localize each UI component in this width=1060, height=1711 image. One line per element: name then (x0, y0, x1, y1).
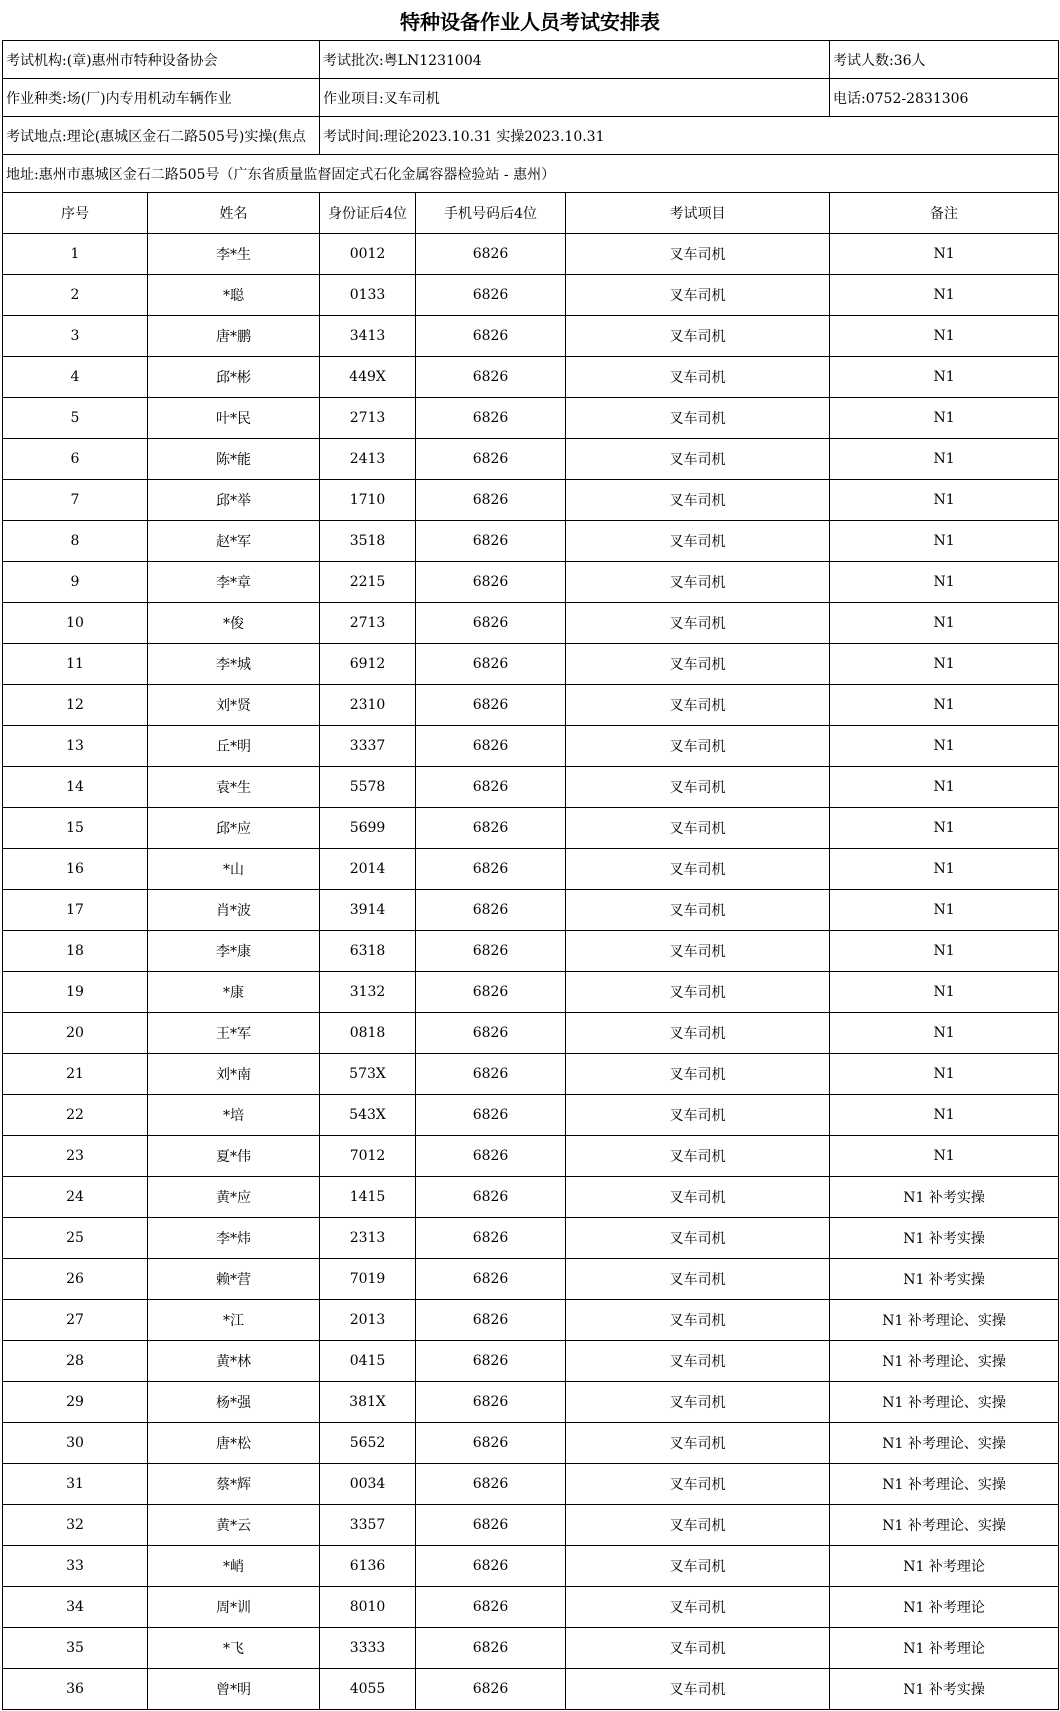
header-name: 姓名 (148, 193, 320, 234)
table-row (3, 1341, 1059, 1382)
cell-id-last4: 3333 (320, 1628, 416, 1669)
cell-id-last4: 381X (320, 1382, 416, 1423)
table-row (3, 1505, 1059, 1546)
cell-name: 唐*松 (148, 1423, 320, 1464)
cell-seq: 14 (3, 767, 148, 808)
table-row (3, 972, 1059, 1013)
info-row-org (3, 41, 1059, 79)
cell-seq: 1 (3, 234, 148, 275)
cell-phone-last4: 6826 (416, 275, 566, 316)
cell-phone-last4: 6826 (416, 603, 566, 644)
phone: 电话:0752-2831306 (830, 79, 1059, 117)
cell-remark: N1 补考理论 (830, 1628, 1059, 1669)
table-row (3, 1136, 1059, 1177)
cell-id-last4: 5699 (320, 808, 416, 849)
cell-id-last4: 6912 (320, 644, 416, 685)
cell-remark: N1 (830, 603, 1059, 644)
cell-name: 李*章 (148, 562, 320, 603)
cell-name: 刘*南 (148, 1054, 320, 1095)
cell-exam-item: 叉车司机 (566, 726, 830, 767)
cell-exam-item: 叉车司机 (566, 890, 830, 931)
cell-remark: N1 (830, 890, 1059, 931)
cell-name: 赵*军 (148, 521, 320, 562)
table-row (3, 275, 1059, 316)
table-row (3, 1382, 1059, 1423)
cell-id-last4: 0034 (320, 1464, 416, 1505)
cell-exam-item: 叉车司机 (566, 644, 830, 685)
table-row (3, 1218, 1059, 1259)
cell-seq: 31 (3, 1464, 148, 1505)
cell-exam-item: 叉车司机 (566, 1054, 830, 1095)
cell-name: 肖*波 (148, 890, 320, 931)
header-id-last4: 身份证后4位 (320, 193, 416, 234)
cell-name: 曾*明 (148, 1669, 320, 1710)
cell-remark: N1 (830, 931, 1059, 972)
cell-phone-last4: 6826 (416, 685, 566, 726)
table-row (3, 562, 1059, 603)
cell-id-last4: 3914 (320, 890, 416, 931)
cell-phone-last4: 6826 (416, 1259, 566, 1300)
cell-remark: N1 (830, 1054, 1059, 1095)
cell-name: 蔡*辉 (148, 1464, 320, 1505)
cell-exam-item: 叉车司机 (566, 1669, 830, 1710)
cell-seq: 28 (3, 1341, 148, 1382)
table-row (3, 1546, 1059, 1587)
cell-seq: 22 (3, 1095, 148, 1136)
cell-remark: N1 (830, 562, 1059, 603)
cell-seq: 24 (3, 1177, 148, 1218)
cell-seq: 15 (3, 808, 148, 849)
cell-exam-item: 叉车司机 (566, 1464, 830, 1505)
cell-exam-item: 叉车司机 (566, 1300, 830, 1341)
cell-phone-last4: 6826 (416, 1669, 566, 1710)
cell-remark: N1 (830, 808, 1059, 849)
table-row (3, 849, 1059, 890)
cell-id-last4: 1415 (320, 1177, 416, 1218)
info-row-location (3, 117, 1059, 155)
table-row (3, 603, 1059, 644)
exam-schedule-table (2, 40, 1059, 1710)
table-row (3, 1013, 1059, 1054)
cell-exam-item: 叉车司机 (566, 972, 830, 1013)
cell-remark: N1 补考理论、实操 (830, 1423, 1059, 1464)
cell-name: 陈*能 (148, 439, 320, 480)
cell-seq: 32 (3, 1505, 148, 1546)
cell-phone-last4: 6826 (416, 1013, 566, 1054)
cell-exam-item: 叉车司机 (566, 1382, 830, 1423)
cell-phone-last4: 6826 (416, 316, 566, 357)
cell-phone-last4: 6826 (416, 1464, 566, 1505)
cell-phone-last4: 6826 (416, 890, 566, 931)
cell-phone-last4: 6826 (416, 1136, 566, 1177)
cell-id-last4: 5578 (320, 767, 416, 808)
cell-id-last4: 4055 (320, 1669, 416, 1710)
cell-exam-item: 叉车司机 (566, 808, 830, 849)
table-header (3, 193, 1059, 234)
cell-name: *江 (148, 1300, 320, 1341)
cell-phone-last4: 6826 (416, 1423, 566, 1464)
cell-remark: N1 (830, 398, 1059, 439)
cell-name: 杨*强 (148, 1382, 320, 1423)
cell-id-last4: 543X (320, 1095, 416, 1136)
cell-phone-last4: 6826 (416, 1505, 566, 1546)
cell-name: 邱*彬 (148, 357, 320, 398)
cell-name: 叶*民 (148, 398, 320, 439)
cell-name: 夏*伟 (148, 1136, 320, 1177)
cell-seq: 27 (3, 1300, 148, 1341)
cell-seq: 12 (3, 685, 148, 726)
cell-phone-last4: 6826 (416, 439, 566, 480)
info-row-type (3, 79, 1059, 117)
cell-phone-last4: 6826 (416, 1177, 566, 1218)
cell-seq: 16 (3, 849, 148, 890)
cell-name: 邱*应 (148, 808, 320, 849)
table-row (3, 808, 1059, 849)
header-seq: 序号 (3, 193, 148, 234)
cell-id-last4: 2313 (320, 1218, 416, 1259)
exam-time: 考试时间:理论2023.10.31 实操2023.10.31 (320, 117, 1059, 155)
cell-id-last4: 0415 (320, 1341, 416, 1382)
work-project: 作业项目:叉车司机 (320, 79, 830, 117)
cell-id-last4: 6318 (320, 931, 416, 972)
cell-phone-last4: 6826 (416, 480, 566, 521)
cell-seq: 13 (3, 726, 148, 767)
cell-remark: N1 补考理论、实操 (830, 1505, 1059, 1546)
cell-phone-last4: 6826 (416, 931, 566, 972)
cell-phone-last4: 6826 (416, 849, 566, 890)
cell-id-last4: 2215 (320, 562, 416, 603)
cell-remark: N1 (830, 275, 1059, 316)
cell-seq: 5 (3, 398, 148, 439)
exam-org: 考试机构:(章)惠州市特种设备协会 (3, 41, 320, 79)
cell-seq: 36 (3, 1669, 148, 1710)
cell-id-last4: 1710 (320, 480, 416, 521)
cell-exam-item: 叉车司机 (566, 398, 830, 439)
cell-name: 赖*营 (148, 1259, 320, 1300)
cell-id-last4: 8010 (320, 1587, 416, 1628)
cell-phone-last4: 6826 (416, 521, 566, 562)
cell-phone-last4: 6826 (416, 1095, 566, 1136)
cell-id-last4: 0012 (320, 234, 416, 275)
table-row (3, 1054, 1059, 1095)
cell-seq: 29 (3, 1382, 148, 1423)
cell-remark: N1 (830, 316, 1059, 357)
cell-exam-item: 叉车司机 (566, 1505, 830, 1546)
cell-seq: 7 (3, 480, 148, 521)
cell-phone-last4: 6826 (416, 767, 566, 808)
table-row (3, 316, 1059, 357)
cell-name: 李*炜 (148, 1218, 320, 1259)
cell-exam-item: 叉车司机 (566, 1013, 830, 1054)
cell-name: *飞 (148, 1628, 320, 1669)
cell-phone-last4: 6826 (416, 1587, 566, 1628)
table-row (3, 1628, 1059, 1669)
cell-phone-last4: 6826 (416, 808, 566, 849)
cell-name: 丘*明 (148, 726, 320, 767)
cell-phone-last4: 6826 (416, 562, 566, 603)
cell-exam-item: 叉车司机 (566, 1628, 830, 1669)
cell-exam-item: 叉车司机 (566, 1546, 830, 1587)
cell-seq: 9 (3, 562, 148, 603)
cell-phone-last4: 6826 (416, 1218, 566, 1259)
cell-remark: N1 (830, 521, 1059, 562)
cell-id-last4: 3413 (320, 316, 416, 357)
cell-seq: 30 (3, 1423, 148, 1464)
cell-exam-item: 叉车司机 (566, 234, 830, 275)
cell-remark: N1 补考实操 (830, 1259, 1059, 1300)
cell-remark: N1 (830, 1095, 1059, 1136)
cell-id-last4: 6136 (320, 1546, 416, 1587)
cell-remark: N1 (830, 849, 1059, 890)
cell-seq: 3 (3, 316, 148, 357)
cell-name: 李*康 (148, 931, 320, 972)
table-row (3, 644, 1059, 685)
cell-id-last4: 2013 (320, 1300, 416, 1341)
cell-name: 袁*生 (148, 767, 320, 808)
cell-exam-item: 叉车司机 (566, 562, 830, 603)
table-row (3, 1095, 1059, 1136)
cell-phone-last4: 6826 (416, 1546, 566, 1587)
cell-phone-last4: 6826 (416, 234, 566, 275)
cell-seq: 25 (3, 1218, 148, 1259)
cell-phone-last4: 6826 (416, 644, 566, 685)
work-type: 作业种类:场(厂)内专用机动车辆作业 (3, 79, 320, 117)
table-row (3, 234, 1059, 275)
cell-seq: 26 (3, 1259, 148, 1300)
cell-exam-item: 叉车司机 (566, 316, 830, 357)
cell-exam-item: 叉车司机 (566, 1218, 830, 1259)
cell-id-last4: 3518 (320, 521, 416, 562)
cell-remark: N1 补考理论 (830, 1546, 1059, 1587)
cell-seq: 35 (3, 1628, 148, 1669)
cell-seq: 17 (3, 890, 148, 931)
cell-seq: 18 (3, 931, 148, 972)
cell-remark: N1 补考实操 (830, 1177, 1059, 1218)
cell-name: 刘*贤 (148, 685, 320, 726)
cell-remark: N1 补考理论 (830, 1587, 1059, 1628)
table-row (3, 1423, 1059, 1464)
cell-name: 周*训 (148, 1587, 320, 1628)
cell-id-last4: 2713 (320, 603, 416, 644)
cell-remark: N1 (830, 357, 1059, 398)
table-row (3, 1177, 1059, 1218)
cell-exam-item: 叉车司机 (566, 849, 830, 890)
cell-remark: N1 (830, 644, 1059, 685)
table-row (3, 931, 1059, 972)
cell-id-last4: 2413 (320, 439, 416, 480)
table-row (3, 1669, 1059, 1710)
cell-remark: N1 补考实操 (830, 1218, 1059, 1259)
cell-remark: N1 (830, 767, 1059, 808)
table-row (3, 726, 1059, 767)
cell-exam-item: 叉车司机 (566, 1136, 830, 1177)
cell-phone-last4: 6826 (416, 726, 566, 767)
cell-id-last4: 449X (320, 357, 416, 398)
table-row (3, 480, 1059, 521)
table-row (3, 439, 1059, 480)
cell-exam-item: 叉车司机 (566, 357, 830, 398)
cell-name: *俊 (148, 603, 320, 644)
exam-location: 考试地点:理论(惠城区金石二路505号)实操(焦点 (3, 117, 320, 155)
cell-phone-last4: 6826 (416, 1341, 566, 1382)
cell-phone-last4: 6826 (416, 357, 566, 398)
cell-name: 李*城 (148, 644, 320, 685)
cell-remark: N1 (830, 726, 1059, 767)
cell-name: 黄*应 (148, 1177, 320, 1218)
cell-phone-last4: 6826 (416, 1382, 566, 1423)
table-row (3, 1300, 1059, 1341)
cell-exam-item: 叉车司机 (566, 480, 830, 521)
cell-name: 邱*举 (148, 480, 320, 521)
cell-id-last4: 2014 (320, 849, 416, 890)
cell-seq: 11 (3, 644, 148, 685)
cell-name: 黄*林 (148, 1341, 320, 1382)
cell-id-last4: 7019 (320, 1259, 416, 1300)
cell-name: *山 (148, 849, 320, 890)
cell-remark: N1 补考理论、实操 (830, 1382, 1059, 1423)
header-remark: 备注 (830, 193, 1059, 234)
cell-remark: N1 (830, 439, 1059, 480)
cell-exam-item: 叉车司机 (566, 1423, 830, 1464)
table-row (3, 357, 1059, 398)
cell-seq: 34 (3, 1587, 148, 1628)
cell-exam-item: 叉车司机 (566, 275, 830, 316)
cell-phone-last4: 6826 (416, 1054, 566, 1095)
cell-exam-item: 叉车司机 (566, 521, 830, 562)
cell-seq: 21 (3, 1054, 148, 1095)
table-row (3, 398, 1059, 439)
cell-seq: 10 (3, 603, 148, 644)
cell-phone-last4: 6826 (416, 1628, 566, 1669)
cell-id-last4: 2713 (320, 398, 416, 439)
cell-exam-item: 叉车司机 (566, 439, 830, 480)
cell-name: 王*军 (148, 1013, 320, 1054)
cell-name: *聪 (148, 275, 320, 316)
cell-remark: N1 (830, 1013, 1059, 1054)
exam-count: 考试人数:36人 (830, 41, 1059, 79)
table-row (3, 1464, 1059, 1505)
cell-id-last4: 3337 (320, 726, 416, 767)
cell-name: *培 (148, 1095, 320, 1136)
cell-name: *康 (148, 972, 320, 1013)
cell-remark: N1 (830, 480, 1059, 521)
cell-id-last4: 3132 (320, 972, 416, 1013)
info-row-address (3, 155, 1059, 193)
cell-seq: 6 (3, 439, 148, 480)
cell-exam-item: 叉车司机 (566, 1341, 830, 1382)
cell-remark: N1 补考理论、实操 (830, 1300, 1059, 1341)
table-row (3, 767, 1059, 808)
cell-exam-item: 叉车司机 (566, 767, 830, 808)
cell-remark: N1 (830, 234, 1059, 275)
table-row (3, 890, 1059, 931)
cell-exam-item: 叉车司机 (566, 1177, 830, 1218)
cell-phone-last4: 6826 (416, 398, 566, 439)
cell-exam-item: 叉车司机 (566, 603, 830, 644)
cell-id-last4: 0818 (320, 1013, 416, 1054)
table-row (3, 1259, 1059, 1300)
cell-phone-last4: 6826 (416, 972, 566, 1013)
cell-phone-last4: 6826 (416, 1300, 566, 1341)
cell-exam-item: 叉车司机 (566, 1095, 830, 1136)
exam-batch: 考试批次:粤LN1231004 (320, 41, 830, 79)
cell-id-last4: 573X (320, 1054, 416, 1095)
cell-seq: 4 (3, 357, 148, 398)
cell-exam-item: 叉车司机 (566, 685, 830, 726)
table-row (3, 685, 1059, 726)
cell-seq: 19 (3, 972, 148, 1013)
cell-remark: N1 补考理论、实操 (830, 1464, 1059, 1505)
cell-remark: N1 (830, 972, 1059, 1013)
table-row (3, 521, 1059, 562)
cell-remark: N1 补考实操 (830, 1669, 1059, 1710)
page-title: 特种设备作业人员考试安排表 (400, 10, 660, 34)
cell-exam-item: 叉车司机 (566, 1587, 830, 1628)
cell-id-last4: 2310 (320, 685, 416, 726)
exam-address: 地址:惠州市惠城区金石二路505号（广东省质量监督固定式石化金属容器检验站 - 惠州） (3, 155, 1059, 193)
cell-name: *峭 (148, 1546, 320, 1587)
cell-id-last4: 5652 (320, 1423, 416, 1464)
header-phone-last4: 手机号码后4位 (416, 193, 566, 234)
cell-remark: N1 (830, 685, 1059, 726)
cell-seq: 2 (3, 275, 148, 316)
cell-id-last4: 0133 (320, 275, 416, 316)
cell-id-last4: 3357 (320, 1505, 416, 1546)
cell-name: 李*生 (148, 234, 320, 275)
cell-seq: 23 (3, 1136, 148, 1177)
cell-exam-item: 叉车司机 (566, 1259, 830, 1300)
cell-seq: 33 (3, 1546, 148, 1587)
cell-id-last4: 7012 (320, 1136, 416, 1177)
cell-remark: N1 (830, 1136, 1059, 1177)
cell-name: 唐*鹏 (148, 316, 320, 357)
cell-exam-item: 叉车司机 (566, 931, 830, 972)
cell-seq: 8 (3, 521, 148, 562)
header-exam-item: 考试项目 (566, 193, 830, 234)
cell-name: 黄*云 (148, 1505, 320, 1546)
cell-seq: 20 (3, 1013, 148, 1054)
table-row (3, 1587, 1059, 1628)
cell-remark: N1 补考理论、实操 (830, 1341, 1059, 1382)
